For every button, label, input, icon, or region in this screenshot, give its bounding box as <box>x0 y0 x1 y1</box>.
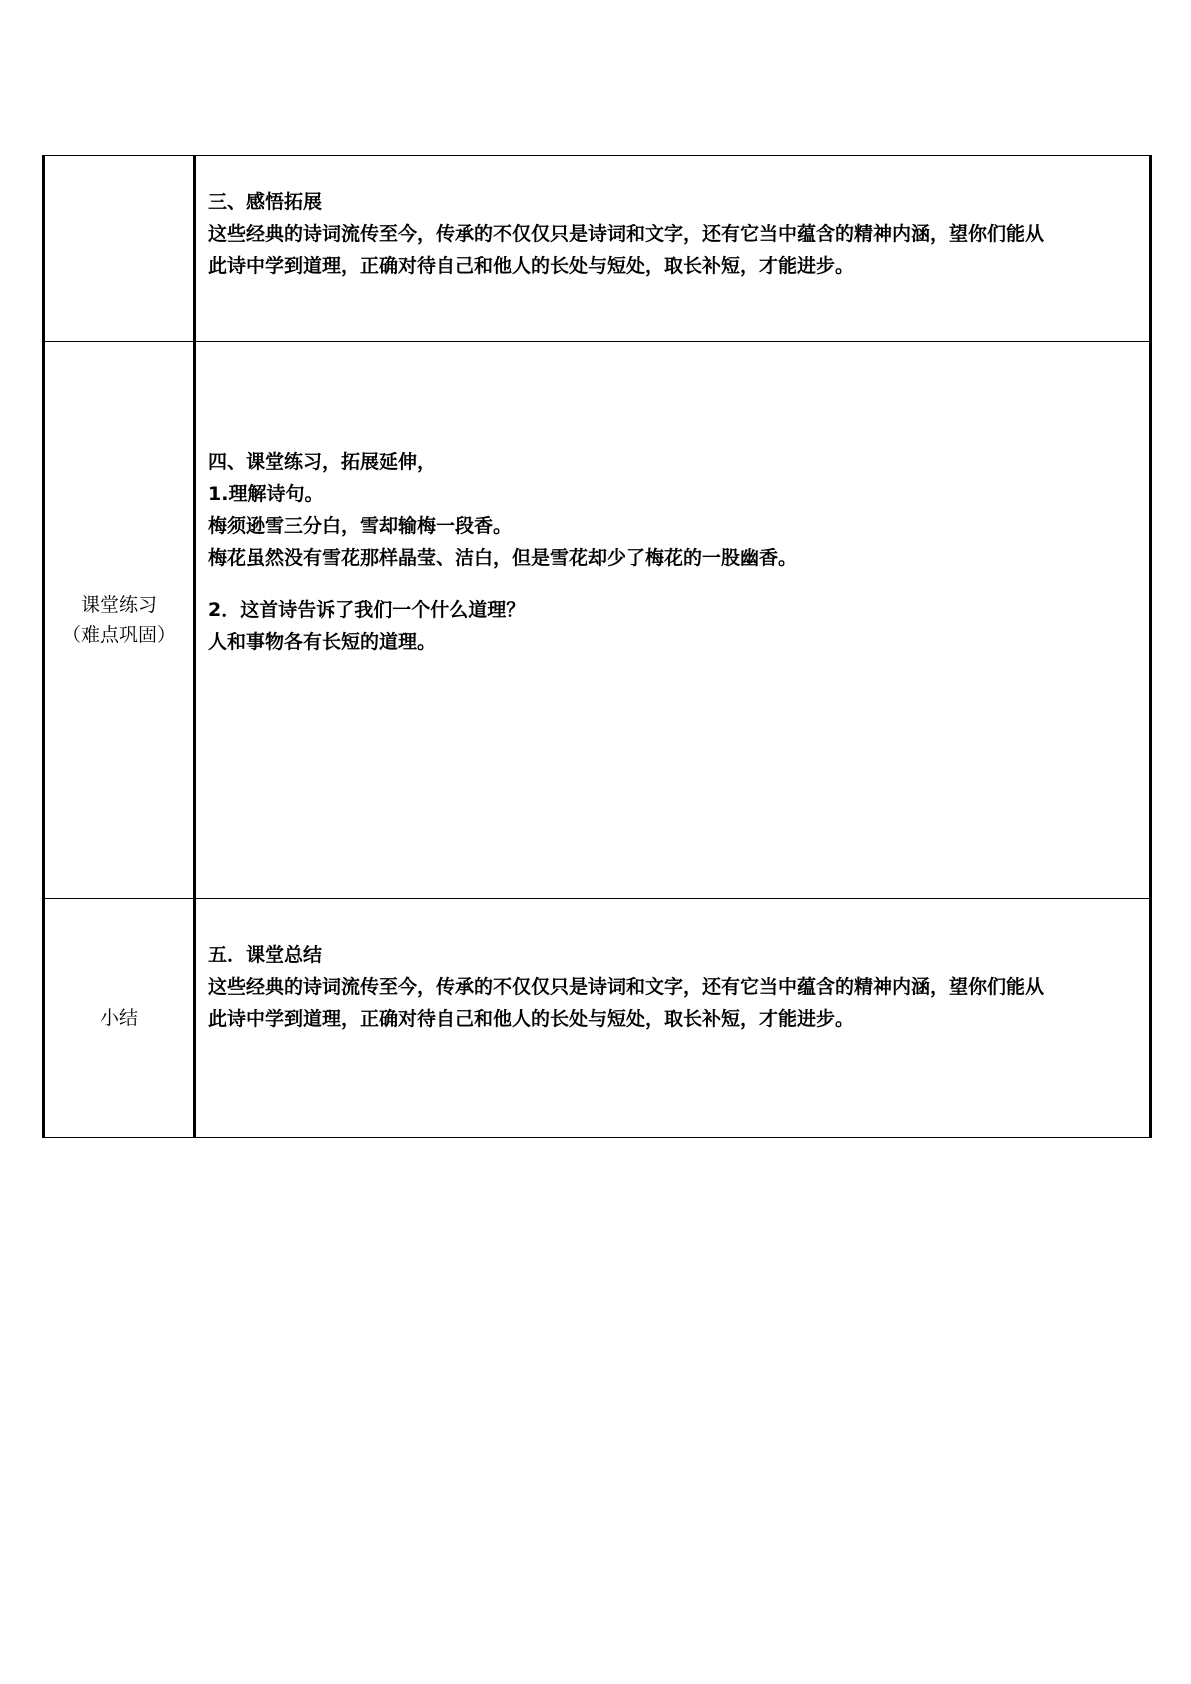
row-label-line: 课堂练习 <box>80 594 157 616</box>
exercise-item-text: 梅花虽然没有雪花那样晶莹、洁白，但是雪花却少了梅花的一股幽香。 <box>208 547 798 569</box>
paragraph-line: 此诗中学到道理，正确对待自己和他人的长处与短处，取长补短，才能进步。 <box>208 1008 855 1030</box>
row-label-cell <box>44 899 195 1138</box>
paragraph-line: 这些经典的诗词流传至今，传承的不仅仅只是诗词和文字，还有它当中蕴含的精神内涵，望你们能从 <box>208 976 1045 998</box>
exercise-item-title: 1.理解诗句。 <box>208 483 324 505</box>
row-content-cell <box>195 342 1151 899</box>
lesson-plan-table <box>42 155 1152 1138</box>
paragraph-line: 这些经典的诗词流传至今，传承的不仅仅只是诗词和文字，还有它当中蕴含的精神内涵，望你们能从 <box>208 223 1045 245</box>
exercise-item-text: 人和事物各有长短的道理。 <box>208 631 437 653</box>
row-label-sub: （难点巩固） <box>61 624 176 646</box>
table-row <box>44 899 1151 1138</box>
table-row <box>44 342 1151 899</box>
table-row <box>44 156 1151 342</box>
row-label-line: 小结 <box>99 1007 138 1029</box>
section-heading: 五．课堂总结 <box>208 944 323 966</box>
row-label-cell <box>44 342 195 899</box>
row-label-cell <box>44 156 195 342</box>
row-content-cell <box>195 156 1151 342</box>
exercise-item-text: 梅须逊雪三分白，雪却输梅一段香。 <box>208 515 513 537</box>
row-content-cell <box>195 899 1151 1138</box>
section-heading: 四、课堂练习，拓展延伸， <box>208 451 437 473</box>
spacer <box>208 574 1139 594</box>
exercise-item-title: 2．这首诗告诉了我们一个什么道理？ <box>208 599 526 621</box>
section-heading: 三、感悟拓展 <box>208 191 323 213</box>
paragraph-line: 此诗中学到道理，正确对待自己和他人的长处与短处，取长补短，才能进步。 <box>208 255 855 277</box>
